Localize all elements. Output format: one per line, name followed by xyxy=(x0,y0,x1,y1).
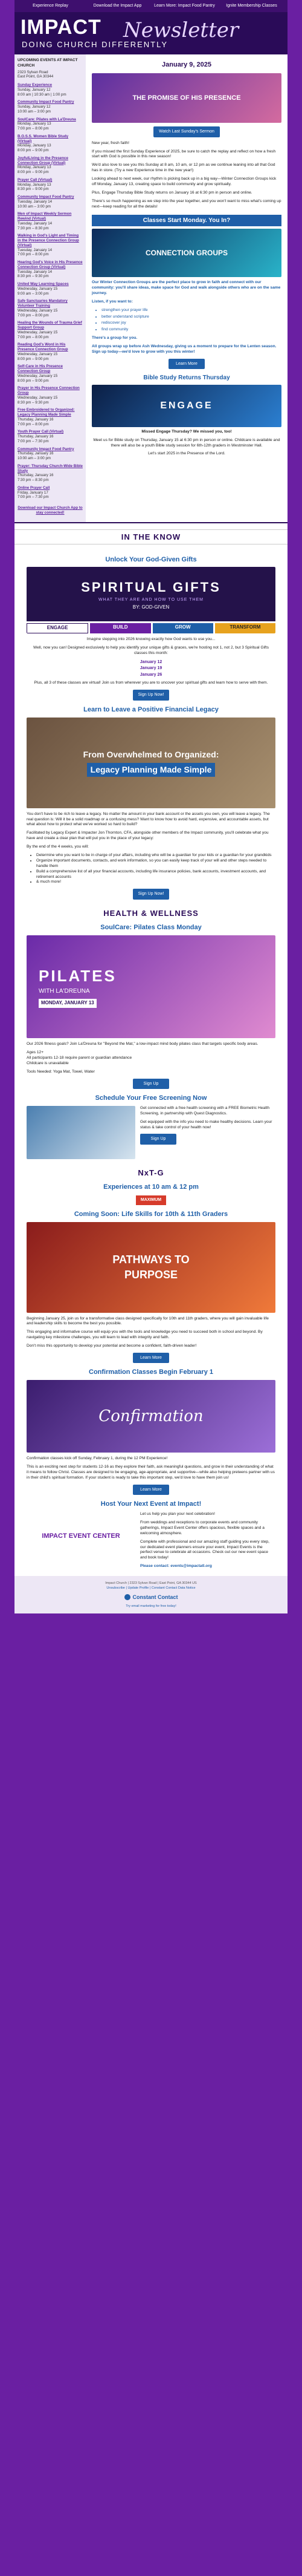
nav-experience-replay[interactable]: Experience Replay xyxy=(33,4,68,8)
health-heading: HEALTH & WELLNESS xyxy=(103,908,199,918)
sidebar-event-time: Tuesday, January 14 7:00 pm – 8:00 pm xyxy=(18,247,53,257)
pathways-image[interactable]: PATHWAYS TO PURPOSE xyxy=(27,1222,275,1313)
sidebar-event-title[interactable]: Online Prayer Call xyxy=(18,485,50,490)
engage-caption: Missed Engage Thursday? We missed you, too! xyxy=(141,429,232,434)
sidebar-event[interactable] xyxy=(18,100,83,114)
sidebar-event-time: Monday, January 13 8:00 pm – 9:00 pm xyxy=(18,165,51,175)
sidebar-event[interactable] xyxy=(18,134,83,153)
sidebar-event-title[interactable]: Community Impact Food Pantry xyxy=(18,195,74,200)
sidebar-event-time: Monday, January 13 8:00 pm – 9:00 pm xyxy=(18,143,51,153)
sidebar-event-title[interactable]: Prayer in His Presence Connection Group xyxy=(18,386,80,396)
p7: Our Winter Connection Groups are the perfect place to grow in faith and connect with our community: you'll share ideas, make space for God and walk alongside others who are on the same journey. xyxy=(92,280,281,295)
sidebar-event[interactable] xyxy=(18,486,83,500)
p9: All groups wrap up before Ash Wednesday, giving us a moment to prepare for the Lenten season. Sign up today—we'd love to grow with you this winter! xyxy=(92,344,277,354)
gifts-signup-button[interactable]: Sign Up Now! xyxy=(133,690,169,700)
sidebar-event[interactable] xyxy=(18,299,83,318)
sidebar-event-title[interactable]: Youth Prayer Call (Virtual) xyxy=(18,430,64,434)
event-center-logo: IMPACT EVENT CENTER xyxy=(42,1532,120,1540)
sidebar-event-title[interactable]: Walking in God's Light and Timing in the Presence Connection Group (Virtual) xyxy=(18,234,79,247)
pilates-heading: SoulCare: Pilates Class Monday xyxy=(100,924,202,932)
confirmation-learn-more[interactable]: Learn More xyxy=(133,1485,169,1495)
confirmation-heading: Confirmation Classes Begin February 1 xyxy=(89,1368,213,1376)
sidebar-event-title[interactable]: Community Impact Food Pantry xyxy=(18,100,74,105)
footer: Impact Church | 2323 Sylvan Road | East Point, GA 30344 US Unsubscribe | Update Profile | Constant Contact Data Notice Constant Contact Try email marketing for free today! xyxy=(14,1576,288,1613)
sidebar-event[interactable] xyxy=(18,408,83,427)
sidebar-event[interactable] xyxy=(18,430,83,443)
issue-date: January 9, 2025 xyxy=(162,61,211,69)
watch-sermon-button[interactable]: Watch Last Sunday's Sermon xyxy=(153,126,220,137)
sidebar-event-time: Sunday, January 12 10:00 am – 3:00 pm xyxy=(18,105,51,114)
sidebar-event[interactable] xyxy=(18,282,83,296)
p8: There's a group for you. xyxy=(92,336,138,341)
sidebar-event-title[interactable]: Sunday Experience xyxy=(18,83,53,88)
sidebar-event-time: Thursday, January 16 10:00 am – 3:00 pm xyxy=(18,451,54,461)
sidebar-event-time: Wednesday, January 15 8:00 pm – 9:00 pm xyxy=(18,373,58,383)
in-the-know-heading: IN THE KNOW xyxy=(14,529,288,544)
promise-image[interactable]: THE PROMISE OF HIS PRESENCE xyxy=(92,73,281,123)
sidebar-event-title[interactable]: JoyfulLiving in the Presence Connection Group (Virtual) xyxy=(18,155,68,165)
legacy-heading: Learn to Leave a Positive Financial Legacy xyxy=(83,705,219,713)
sidebar-address: 2323 Sylvan Road East Point, GA 30344 xyxy=(18,70,54,79)
sidebar-event[interactable] xyxy=(18,321,83,339)
screening-signup-button[interactable]: Sign Up xyxy=(140,1134,176,1144)
main-column xyxy=(86,54,288,521)
sidebar-event-title[interactable]: Self-Care in His Presence Connection Group xyxy=(18,364,63,374)
classes-heading: Classes Start Monday. You In? xyxy=(92,215,281,227)
life-skills-learn-more[interactable]: Learn More xyxy=(133,1353,169,1363)
sidebar-event[interactable] xyxy=(18,83,83,97)
sidebar-events xyxy=(14,54,86,521)
p1: New year, fresh faith! xyxy=(92,140,129,145)
sidebar-event-title[interactable]: Men of Impact Weekly Sermon Rewind (Virtual) xyxy=(18,212,72,221)
sidebar-event[interactable] xyxy=(18,260,83,279)
p10: Meet us for Bible study on Thursday, January 15 at 6:30 pm in person or online. Childcare is available and there will also be a youth Bible study session for 6th-12th graders in Westminster Hall. xyxy=(93,437,280,448)
sidebar-event-title[interactable]: Community Impact Food Pantry xyxy=(18,446,74,451)
newsletter: Experience Replay Download the Impact App Learn More: Impact Food Pantry Ignite Membership Classes IMPACT Newsletter DOING CHURCH DIFFERENTLY UPCOMING EVENTS AT IMPACT CHURCH 2323 Sylvan Road East Point, GA 30344 Sunday Experience Sunday, January 12 8:00 am | 10:30 am | 1:00 pm Community Impact Food Pantry Sunday, January 12 10:00 am – 3:00 pm SoulCare: Pilates with La'Dreuna Monday, January 13 7:00 pm – 8:00 pm B.O.S.S. Women Bible Study (Virtual) Monday, January 13 8:00 pm – 9:00 pm JoyfulLiving in the Presence Connection Group (Virtual) Monday, January 13 8:00 pm – 9:00 pm Prayer Call (Virtual) Monday, January 13 8:30 pm – 9:00 pm Community Impact Food Pantry Tuesday, January 14 10:00 am – 3:00 pm Men of Impact Weekly Sermon Rewind (Virtual) Tuesday, January 14 7:30 pm – 8:30 pm Walking in God's Light and Timing in the Presence Connection Group (Virtual) Tuesday, January 14 7:00 pm – 8:00 pm Hearing God's Voice in His Presence Connection Group (Virtual) Tuesday, January 14 8:30 pm – 9:30 pm United Way Learning Spaces Wednesday, January 15 9:00 am – 3:00 pm Safe Sanctuaries Mandatory Volunteer Training Wednesday, January 15 7:00 pm – 8:00 pm Healing the Wounds of Trauma Grief Support Group Wednesday, January 15 7:00 pm – 8:00 pm Reading God's Word in His Presence Connection Group Wednesday, January 15 8:00 pm – 9:00 pm Self-Care in His Presence Connection Group Wednesday, January 15 8:00 pm – 9:00 pm Prayer in His Presence Connection Group Wednesday, January 15 8:30 pm – 9:30 pm Free Embroidered to Organized: Legacy Planning Made Simple Thursday, January 16 7:00 pm – 8:00 pm Youth Prayer Call (Virtual) Thursday, January 16 7:00 pm – 7:30 pm Community Impact Food Pantry Thursday, January 16 10:00 am – 3:00 pm Prayer: Thursday Church-Wide Bible Study Thursday, January 16 7:30 pm – 8:30 pm Online Prayer Call Friday, January 17 7:00 pm – 7:30 pm Download our Impact Church App to stay connected! January 9, 2025 THE PROMISE OF HIS PRESENCE Watch Last Sunday's Sermon New year, fresh faith! If you missed the first Sunday Experience of 2025, be sure to catch the replay and reflect on how a fresh start with God is possible in this new season! We'd also love to see you this Sunday at 8 am, 10 am, or 12 pm as we continue leaning into all that God has in store. (Try a new Experience time in the new year!) Looking ahead to next week, our rhythm is picking back up in a big way—Winter Connection Groups kick off Monday, January 13, creating space to build community and grow spiritually. Plus, Engage Thursday Bible Study returns on January 16 at 6:30 pm in person and online. There's so much happening as we step into the year together, and you won't want to miss what's coming up next—keep reading for all the details! Classes Start Monday. You In? CONNECTION GROUPS Our Winter Connection Groups are the perfect place to grow in faith and connect with our community: you'll share ideas, make space for God and walk alongside others who are on the same journey. Listen, if you want to: • strengthen your prayer life • better understand scripture • rediscover joy • find community There's a group for you. All groups wrap up before Ash Wednesday, giving us a moment to prepare for the Lenten season. Sign up today—we'd love to grow with you this winter! Learn More Bible Study Returns Thursday ENGAGE Missed Engage Thursday? We missed you, too! Meet us for Bible study on Thursday, January 15 at 6:30 pm in person or online. Childcare is available and there will also be a youth Bible study session for 6th-12th graders in Westminster Hall. Let's start 2025 in the Presence of the Lord. IN THE KNOW Unlock Your God-Given Gifts SPIRITUAL GIFTS WHAT THEY ARE AND HOW TO USE THEM BY: GOD-GIVEN ENGAGE BUILD GROW TRANSFORM Imagine stepping into 2026 knowing exactly how God wants to use you... Well, now you can! Designed exclusively to help you identify your unique gifts & graces, we're hosting not 1, not 2, but 3 Spiritual Gifts classes this month: January 12 January 19 January 26 Plus, all 3 of these classes are virtual! Join us from wherever you are to uncover your spiritual gifts and learn how to serve with them. Sign Up Now! Learn to Leave a Positive Financial Legacy From Overwhelmed to Organized: Legacy Planning Made Simple You don't have to be rich to leave a legacy. No matter the amount in your bank account or the assets you own, you will leave a legacy. The real question is: Will it be a solid roadmap or a confusing mess? Want to know how to avoid hard, expensive, and accountable assets, but what about how to protect what we've worked so hard to build? Facilitated by Legacy Expert & Impacter Jon Thornton, CFA, alongside other members of the Impact community, you'll celebrate what you have and create a clear plan that will put you in the place of your legacy: By the end of the 4 weeks, you will: • Determine who you want to be in charge of your affairs, including who will be a guardian for your kids or a guardian for your grandkids • Organize important documents, contacts, and work information, so you can easily keep track of your will and other steps needed to handle them • Build a comprehensive list of all your financial accounts, including life insurance policies, bank accounts, investment accounts, and retirement accounts • & much more! Sign Up Now! HEALTH & WELLNESS SoulCare: Pilates Class Monday PILATES WITH LA'DREUNA MONDAY, JANUARY 13 Our 2026 fitness goals? Join La'Dreuna for "Beyond the Mat," a low-impact mind body pilates class that targets specific body areas. Ages 12+ All participants 12-18 require parent or guardian attendance Childcare is unavailable Tools Needed: Yoga Mat, Towel, Water Sign Up Schedule Your Free Screening Now Get connected with a free health screening with a FREE Biometric Health Screening, in partnership with Quest Diagnostics. Get equipped with the info you need to make healthy decisions. Learn your status & take control of your health now! Sign Up NxT-G Experiences at 10 am & 12 pm MAXIMUM Coming Soon: Life Skills for 10th & 11th Graders PATHWAYS TO PURPOSE Beginning January 25, join us for a transformative class designed specifically for 10th and 11th graders, where you will gain invaluable life and leadership skills to become the best you possible. This engaging and informative course will equip you with the tools and knowledge you need to succeed both in school and beyond. By navigating key milestone challenges, you will learn to lead with integrity and faith. Don't miss this opportunity to develop your potential and become a confident, faith-driven leader! Learn More Confirmation Classes Begin February 1 Confirmation Confirmation classes kick off Sunday, February 1, during the 12 PM Experience! This is an exciting next step for students 12-16 as they explore their faith, ask meaningful questions, and grow in their understanding of what it means to follow Christ. Classes are designed to be engaging, age-appropriate, and supportive—while also helping preteens partner with us in their child's spiritual formation. If your student is ready to take this important step, we'd love to have them join us! Learn More Host Your Next Event at Impact! IMPACT EVENT CENTER Let us help you plan your next celebration! From weddings and receptions to corporate events and community gatherings, Impact Event Center offers spacious, flexible spaces and a welcoming atmosphere. Complete with professional and our amazing staff guiding you every step, our dedicated event planners ensure your event, Impact Events is the perfect venue to celebrate all occasions. Check out our new event space and book today! Please contact: events@impactatl.org Impact Church | 2323 Sylvan Road | East Point, GA 30344 US Unsubscribe | Update Profile | Constant Contact Data Notice Constant Contact Try email marketing for free today! xyxy=(14,0,288,1613)
p4: Looking ahead to next week, our rhythm is picking back up in a big way—Winter Connection Groups kick off Monday, January 13, creating space to build community and grow spiritually. xyxy=(92,177,277,187)
sidebar-event-time: Thursday, January 16 7:00 pm – 8:00 pm xyxy=(18,417,54,427)
learn-more-button[interactable]: Learn More xyxy=(169,359,205,369)
nav-membership[interactable]: Ignite Membership Classes xyxy=(226,4,277,8)
legacy-image[interactable]: From Overwhelmed to Organized: Legacy Planning Made Simple xyxy=(27,718,275,808)
hero-script: Newsletter xyxy=(123,18,239,43)
hero-title: IMPACT xyxy=(21,16,101,39)
sidebar-event-time: Thursday, January 16 7:30 pm – 8:30 pm xyxy=(18,473,54,483)
gifts-heading: Unlock Your God-Given Gifts xyxy=(105,555,197,563)
sidebar-event-title[interactable]: Free Embroidered to Organized: Legacy Planning Made Simple xyxy=(18,408,75,417)
host-heading: Host Your Next Event at Impact! xyxy=(100,1500,202,1508)
sidebar-heading: UPCOMING EVENTS AT IMPACT CHURCH xyxy=(18,58,78,68)
sidebar-event[interactable] xyxy=(18,234,83,257)
nav-food-pantry[interactable]: Learn More: Impact Food Pantry xyxy=(154,4,215,8)
sidebar-event-title[interactable]: SoulCare: Pilates with La'Dreuna xyxy=(18,117,76,122)
sidebar-event-time: Wednesday, January 15 8:30 pm – 9:30 pm xyxy=(18,395,58,405)
sidebar-event-title[interactable]: Prayer: Thursday Church-Wide Bible Study xyxy=(18,463,83,473)
engage-image[interactable]: ENGAGE xyxy=(92,385,281,427)
hero-subtitle: DOING CHURCH DIFFERENTLY xyxy=(22,40,169,50)
gifts-banner[interactable]: SPIRITUAL GIFTS WHAT THEY ARE AND HOW TO USE THEM BY: GOD-GIVEN ENGAGE BUILD GROW TRANSFORM xyxy=(27,567,275,633)
p6: There's so much happening as we step into the year together, and you won't want to miss what's coming up next—keep reading for all the details! xyxy=(92,198,281,209)
sidebar-event-title[interactable]: Healing the Wounds of Trauma Grief Support Group xyxy=(18,321,82,330)
legacy-signup-button[interactable]: Sign Up Now! xyxy=(133,889,169,899)
sidebar-event-title[interactable]: United Way Learning Spaces xyxy=(18,282,69,287)
maximum-logo: MAXIMUM xyxy=(27,1195,275,1205)
connection-groups-image[interactable]: CONNECTION GROUPS xyxy=(92,229,281,277)
sidebar-event-time: Wednesday, January 15 9:00 am – 3:00 pm xyxy=(18,286,58,296)
sidebar-event[interactable] xyxy=(18,117,83,131)
sidebar-event[interactable] xyxy=(18,212,83,230)
legacy-list: • Determine who you want to be in charge of your affairs, including who will be a guardian for your kids or a guardian for your grandkids • Organize important documents, contacts, and work information, so you can easily keep track of your will and other steps needed to handle them • Build a comprehensive list of all your financial accounts, including life insurance policies, bank accounts, investment accounts, and retirement accounts • & much more! xyxy=(36,853,275,885)
bible-heading: Bible Study Returns Thursday xyxy=(143,374,230,382)
p11: Let's start 2025 in the Presence of the Lord. xyxy=(148,451,225,456)
download-app-link[interactable]: Download our Impact Church App to stay connected! xyxy=(18,506,83,515)
p2: If you missed the first Sunday Experience of 2025, be sure to catch the replay and reflect on how a fresh start with God is possible in this new season! xyxy=(92,149,276,159)
hero-banner xyxy=(14,12,288,54)
sidebar-event[interactable] xyxy=(18,364,83,383)
sidebar-event-time: Tuesday, January 14 7:30 pm – 8:30 pm xyxy=(18,221,53,230)
sidebar-event-title[interactable]: Safe Sanctuaries Mandatory Volunteer Training xyxy=(18,299,68,309)
sidebar-event-time: Wednesday, January 15 7:00 pm – 8:00 pm xyxy=(18,308,58,318)
top-nav xyxy=(14,0,288,12)
sidebar-event[interactable] xyxy=(18,156,83,175)
pilates-signup-button[interactable]: Sign Up xyxy=(133,1079,169,1089)
sidebar-event-time: Thursday, January 16 7:00 pm – 7:30 pm xyxy=(18,434,54,443)
sidebar-event-title[interactable]: Prayer Call (Virtual) xyxy=(18,177,53,182)
sidebar-event[interactable] xyxy=(18,342,83,361)
gifts-dates: January 12 January 19 January 26 xyxy=(140,659,162,677)
nav-download-app[interactable]: Download the Impact App xyxy=(93,4,142,8)
listen-heading: Listen, if you want to: xyxy=(92,299,133,304)
sidebar-event[interactable] xyxy=(18,195,83,209)
sidebar-event-time: Monday, January 13 8:30 pm – 9:00 pm xyxy=(18,182,51,192)
life-skills-heading: Coming Soon: Life Skills for 10th & 11th Graders xyxy=(74,1210,228,1218)
sidebar-event-time: Monday, January 13 7:00 pm – 8:00 pm xyxy=(18,122,51,131)
nxtg-sub: Experiences at 10 am & 12 pm xyxy=(103,1183,199,1191)
sidebar-event-time: Wednesday, January 15 7:00 pm – 8:00 pm xyxy=(18,330,58,339)
sidebar-event-time: Tuesday, January 14 10:00 am – 3:00 pm xyxy=(18,199,53,209)
p3: We'd also love to see you this Sunday at 8 am, 10 am, or 12 pm as we continue leaning into all that God has in store. (Try a new Experience time in the new year!) xyxy=(92,163,275,173)
listen-list: • strengthen your prayer life • better understand scripture • rediscover joy • find community xyxy=(101,308,281,333)
sidebar-event[interactable] xyxy=(18,464,83,483)
cc-icon xyxy=(124,1594,130,1600)
sidebar-event[interactable] xyxy=(18,447,83,461)
pilates-image[interactable]: PILATES WITH LA'DREUNA MONDAY, JANUARY 13 xyxy=(27,935,275,1038)
nxtg-heading: NxT-G xyxy=(138,1168,164,1177)
sidebar-event-time: Tuesday, January 14 8:30 pm – 9:30 pm xyxy=(18,269,53,279)
sidebar-event[interactable] xyxy=(18,178,83,192)
constant-contact-logo[interactable]: Constant Contact xyxy=(22,1594,280,1602)
screening-heading: Schedule Your Free Screening Now xyxy=(95,1094,207,1102)
sidebar-event-time: Friday, January 17 7:00 pm – 7:30 pm xyxy=(18,490,49,500)
sidebar-event-time: Sunday, January 12 8:00 am | 10:30 am | 1:00 pm xyxy=(18,87,66,97)
sidebar-event-title[interactable]: Reading God's Word in His Presence Connection Group xyxy=(18,342,68,352)
confirmation-image[interactable]: Confirmation xyxy=(27,1380,275,1453)
sidebar-event-title[interactable]: Hearing God's Voice in His Presence Connection Group (Virtual) xyxy=(18,260,83,269)
sidebar-event-title[interactable]: B.O.S.S. Women Bible Study (Virtual) xyxy=(18,134,69,143)
sidebar-event[interactable] xyxy=(18,386,83,405)
screening-image[interactable] xyxy=(27,1106,135,1159)
p5: Plus, Engage Thursday Bible Study returns on January 16 at 6:30 pm in person and online. xyxy=(92,190,252,195)
sidebar-event-time: Wednesday, January 15 8:00 pm – 9:00 pm xyxy=(18,351,58,361)
